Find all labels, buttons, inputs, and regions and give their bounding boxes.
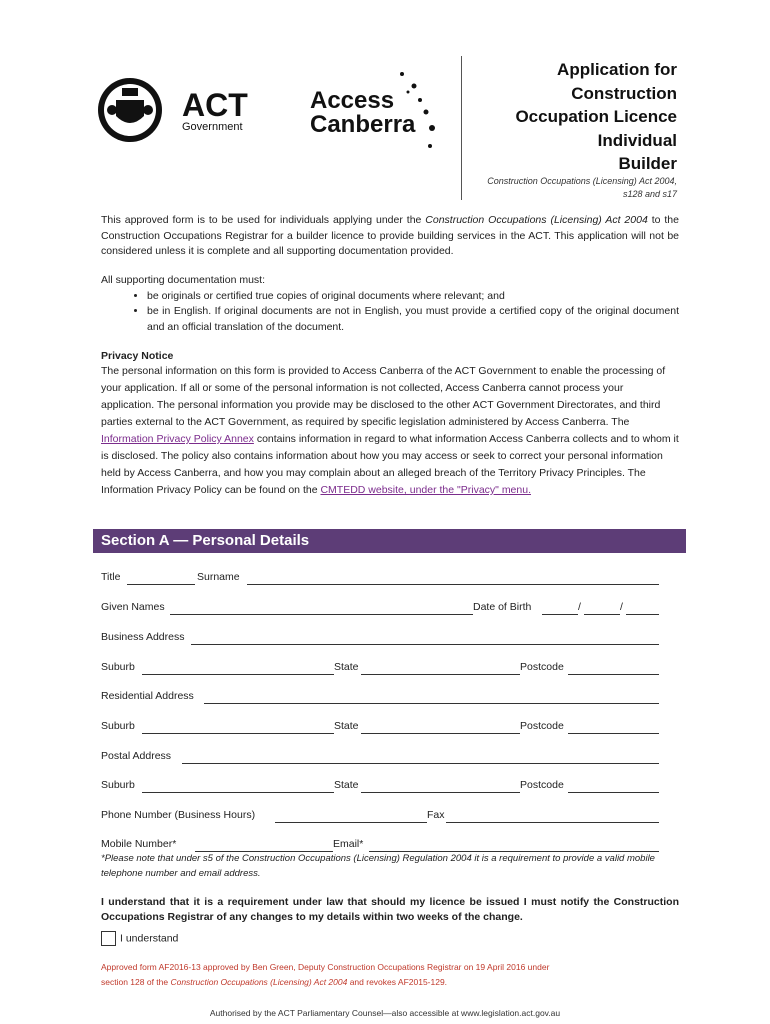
page-footer: Authorised by the ACT Parliamentary Counsel—also accessible at www.legislation.act.gov.au: [209, 1008, 561, 1018]
privacy-policy-annex-link[interactable]: Information Privacy Policy Annex: [101, 433, 254, 445]
privacy-notice: Privacy Notice The personal information on this form is provided to Access Canberra of the ACT Government to enable the processing of your application. If all or some of the personal information is not collected, Access Canberra cannot process your application. The personal information you provide may be disclosed to the other ACT Government Directorates, and third parties external to the ACT Government, as required by specific legislation administered by Access Canberra. The Information Privacy Policy Annex contains information in regard to what information Access Canberra collects and to whom it is disclosed. The policy also contains information about how you may access or seek to correct your personal information held by Access Canberra, and how you may complain about an alleged breach of the Territory Privacy Principles. The Information Privacy Policy can be found on the CMTEDD website, under the "Privacy" menu.: [101, 350, 679, 496]
postal-suburb-field[interactable]: [142, 792, 334, 793]
row-postal-suburb: Suburb State Postcode: [101, 779, 661, 793]
residential-state-field[interactable]: [361, 733, 520, 734]
row-business-address: Business Address: [101, 631, 661, 645]
dob-month-field[interactable]: [584, 614, 620, 615]
crest-shield-icon: [116, 100, 144, 123]
residential-suburb-field[interactable]: [142, 733, 334, 734]
act-government-logo: [92, 70, 262, 154]
requirements-heading: All supporting documentation must:: [101, 274, 266, 286]
understand-checkbox[interactable]: [101, 931, 116, 946]
business-suburb-field[interactable]: [142, 674, 334, 675]
phone-field[interactable]: [275, 822, 427, 823]
ac-logo-line2: Canberra: [310, 111, 416, 138]
row-postal-address: Postal Address: [101, 750, 661, 764]
business-postcode-field[interactable]: [568, 674, 659, 675]
postal-postcode-field[interactable]: [568, 792, 659, 793]
ac-logo-line1: Access: [310, 87, 395, 114]
title-field[interactable]: [127, 584, 195, 585]
surname-field[interactable]: [247, 584, 659, 585]
residential-address-field[interactable]: [204, 703, 659, 704]
form-title: Application for Construction Occupation Licence Individual Builder: [515, 60, 677, 173]
section-a-heading: Section A — Personal Details: [93, 529, 686, 553]
dob-year-field[interactable]: [626, 614, 659, 615]
row-mobile-email: Mobile Number* Email*: [101, 838, 661, 852]
postal-state-field[interactable]: [361, 792, 520, 793]
dob-day-field[interactable]: [542, 614, 578, 615]
access-canberra-logo: [310, 70, 460, 154]
act-reference: Construction Occupations (Licensing) Act 2004, s128 and s17: [487, 176, 677, 199]
postal-address-field[interactable]: [182, 763, 659, 764]
checkbox-label: I understand: [120, 932, 179, 945]
intro-paragraph: This approved form is to be used for individuals applying under the Construction Occupations (Licensing) Act 2004 to the Construction Occupations Registrar for a builder licence to provide building services in the ACT. This application will not be considered unless it is complete and all supporting documentation provided.: [101, 214, 679, 257]
list-item: • be originals or certified true copies of original documents where relevant; and: [147, 289, 679, 305]
act-logo-text: ACT: [182, 87, 248, 123]
cmtedd-website-link[interactable]: CMTEDD website, under the "Privacy" menu.: [320, 484, 531, 496]
fax-field[interactable]: [446, 822, 659, 823]
approval-statement: Approved form AF2016-13 approved by Ben Green, Deputy Construction Occupations Registrar on 19 April 2016 under section 128 of the Construction Occupations (Licensing) Act 2004 and revokes AF2015-129.: [101, 962, 550, 987]
row-residential-address: Residential Address: [101, 690, 661, 704]
understand-checkbox-row[interactable]: [101, 931, 178, 946]
act-logo-subtext: Government: [182, 121, 243, 133]
mobile-email-note: *Please note that under s5 of the Construction Occupations (Licensing) Regulation 2004 it is a requirement to provide a valid mobile telephone number and email address.: [101, 853, 655, 879]
requirements: [101, 273, 679, 335]
privacy-heading: Privacy Notice: [101, 350, 174, 362]
row-residential-suburb: Suburb State Postcode: [101, 720, 661, 734]
row-given-dob: Given Names Date of Birth / /: [101, 601, 661, 615]
row-business-suburb: Suburb State Postcode: [101, 661, 661, 675]
business-state-field[interactable]: [361, 674, 520, 675]
business-address-field[interactable]: [191, 644, 659, 645]
residential-postcode-field[interactable]: [568, 733, 659, 734]
row-phone-fax: Phone Number (Business Hours) Fax: [101, 809, 661, 823]
given-names-field[interactable]: [170, 614, 473, 615]
list-item: • be in English. If original documents are not in English, you must provide a certified copy of the original document and an official translation of the document.: [147, 304, 679, 335]
row-title-surname: Title Surname: [101, 571, 661, 585]
understand-statement: I understand that it is a requirement under law that should my licence be issued I must notify the Construction Occupations Registrar of any changes to my details within two weeks of the change.: [101, 896, 679, 923]
